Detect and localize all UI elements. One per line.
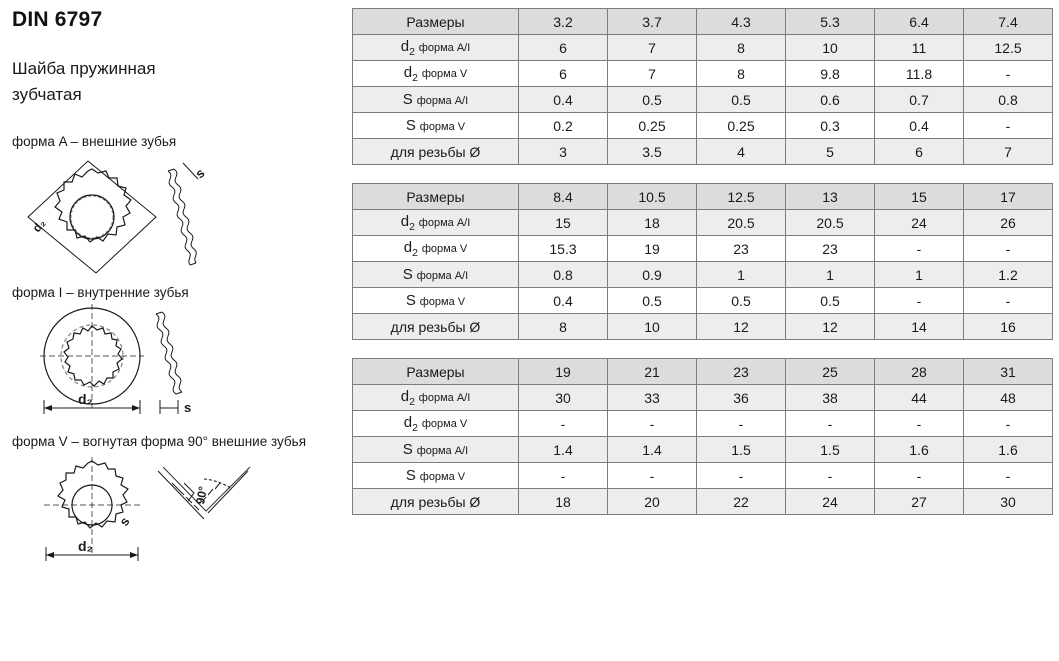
figure-form-v-block	[8, 434, 348, 589]
table-row	[353, 9, 1053, 35]
value-cell: 0.7	[875, 87, 964, 113]
table-row	[353, 61, 1053, 87]
figure-form-a-s-label: s	[192, 165, 208, 182]
figure-form-i-drawing	[8, 300, 348, 430]
value-cell: 22	[697, 489, 786, 515]
row-label-sizes: Размеры	[353, 184, 519, 210]
value-cell: 0.5	[786, 288, 875, 314]
value-cell: -	[964, 288, 1053, 314]
value-cell: 1	[786, 262, 875, 288]
value-cell: -	[964, 463, 1053, 489]
value-cell: 7	[608, 35, 697, 61]
size-cell: 13	[786, 184, 875, 210]
value-cell: 3.5	[608, 139, 697, 165]
figure-form-a-block	[8, 134, 348, 279]
value-cell: 0.5	[608, 87, 697, 113]
value-cell: 11.8	[875, 61, 964, 87]
table-row	[353, 411, 1053, 437]
row-label-thread: для резьбы Ø	[353, 314, 519, 340]
figure-form-v-s-label: s	[116, 514, 133, 529]
value-cell: 6	[519, 61, 608, 87]
table-row	[353, 236, 1053, 262]
size-cell: 10.5	[608, 184, 697, 210]
value-cell: 33	[608, 385, 697, 411]
size-cell: 7.4	[964, 9, 1053, 35]
value-cell: -	[608, 463, 697, 489]
figure-form-v-d2-label: d₂	[78, 538, 93, 554]
dimension-table-3	[352, 358, 1053, 515]
size-cell: 15	[875, 184, 964, 210]
standard-title: DIN 6797	[12, 8, 103, 31]
value-cell: 44	[875, 385, 964, 411]
value-cell: 1.5	[697, 437, 786, 463]
value-cell: 20	[608, 489, 697, 515]
value-cell: -	[964, 411, 1053, 437]
value-cell: 8	[697, 61, 786, 87]
row-label-s-v: S форма V	[353, 288, 519, 314]
value-cell: -	[519, 463, 608, 489]
value-cell: -	[697, 411, 786, 437]
value-cell: -	[519, 411, 608, 437]
size-cell: 3.2	[519, 9, 608, 35]
value-cell: 0.5	[608, 288, 697, 314]
value-cell: 0.9	[608, 262, 697, 288]
value-cell: 4	[697, 139, 786, 165]
value-cell: 8	[519, 314, 608, 340]
value-cell: 30	[519, 385, 608, 411]
size-cell: 4.3	[697, 9, 786, 35]
value-cell: -	[608, 411, 697, 437]
row-label-d2-v: $d_2$ форма V	[353, 236, 519, 262]
value-cell: 23	[786, 236, 875, 262]
row-label-thread: для резьбы Ø	[353, 489, 519, 515]
value-cell: -	[786, 411, 875, 437]
dimension-tables	[352, 8, 1052, 533]
value-cell: 6	[519, 35, 608, 61]
table-row	[353, 359, 1053, 385]
table-row	[353, 463, 1053, 489]
value-cell: -	[875, 288, 964, 314]
value-cell: 0.2	[519, 113, 608, 139]
figure-form-v-angle-label: 90°	[193, 485, 211, 506]
value-cell: -	[964, 113, 1053, 139]
row-label-d2-v: $d_2$ форма V	[353, 411, 519, 437]
table-row	[353, 314, 1053, 340]
figure-form-v-caption: форма V – вогнутая форма 90° внешние зубья	[12, 434, 307, 449]
product-title	[12, 56, 348, 108]
row-label-s-ai: S форма A/I	[353, 87, 519, 113]
value-cell: 0.6	[786, 87, 875, 113]
table-row	[353, 210, 1053, 236]
value-cell: 6	[875, 139, 964, 165]
value-cell: -	[964, 61, 1053, 87]
size-cell: 21	[608, 359, 697, 385]
value-cell: -	[786, 463, 875, 489]
value-cell: 0.4	[875, 113, 964, 139]
value-cell: 24	[875, 210, 964, 236]
value-cell: 1.6	[875, 437, 964, 463]
value-cell: 0.25	[697, 113, 786, 139]
value-cell: 38	[786, 385, 875, 411]
svg-text:d₂: d₂	[29, 216, 49, 235]
value-cell: 14	[875, 314, 964, 340]
value-cell: 0.5	[697, 288, 786, 314]
row-label-d2-v: $d_2$ форма V	[353, 61, 519, 87]
dimension-table-2	[352, 183, 1053, 340]
table-row	[353, 288, 1053, 314]
value-cell: 20.5	[786, 210, 875, 236]
value-cell: 1.6	[964, 437, 1053, 463]
value-cell: 1.5	[786, 437, 875, 463]
value-cell: 1.2	[964, 262, 1053, 288]
value-cell: 15.3	[519, 236, 608, 262]
size-cell: 25	[786, 359, 875, 385]
value-cell: -	[875, 463, 964, 489]
value-cell: 0.5	[697, 87, 786, 113]
value-cell: 23	[697, 236, 786, 262]
value-cell: 0.4	[519, 87, 608, 113]
value-cell: 9.8	[786, 61, 875, 87]
figure-form-a-drawing	[8, 149, 348, 279]
value-cell: 0.3	[786, 113, 875, 139]
size-cell: 6.4	[875, 9, 964, 35]
table-row	[353, 139, 1053, 165]
table-row	[353, 385, 1053, 411]
value-cell: 27	[875, 489, 964, 515]
value-cell: 10	[608, 314, 697, 340]
table-row	[353, 437, 1053, 463]
value-cell: 19	[608, 236, 697, 262]
value-cell: 7	[964, 139, 1053, 165]
figure-form-v-drawing	[8, 449, 348, 589]
value-cell: 20.5	[697, 210, 786, 236]
figure-form-a-caption: форма A – внешние зубья	[12, 134, 177, 149]
figure-form-i-block	[8, 285, 348, 430]
size-cell: 28	[875, 359, 964, 385]
value-cell: 48	[964, 385, 1053, 411]
value-cell: 1	[697, 262, 786, 288]
value-cell: 12.5	[964, 35, 1053, 61]
row-label-s-ai: S форма A/I	[353, 437, 519, 463]
value-cell: 7	[608, 61, 697, 87]
table-row	[353, 489, 1053, 515]
value-cell: 12	[697, 314, 786, 340]
figure-form-i-caption: форма I – внутренние зубья	[12, 285, 189, 300]
value-cell: 12	[786, 314, 875, 340]
dimension-table-1	[352, 8, 1053, 165]
value-cell: 10	[786, 35, 875, 61]
value-cell: 5	[786, 139, 875, 165]
row-label-d2-ai: $d_2$ форма A/I	[353, 385, 519, 411]
value-cell: -	[875, 236, 964, 262]
value-cell: -	[697, 463, 786, 489]
left-column	[8, 0, 348, 661]
row-label-sizes: Размеры	[353, 359, 519, 385]
value-cell: 0.8	[964, 87, 1053, 113]
value-cell: -	[964, 236, 1053, 262]
row-label-sizes: Размеры	[353, 9, 519, 35]
size-cell: 12.5	[697, 184, 786, 210]
value-cell: 18	[519, 489, 608, 515]
product-title-line2: зубчатая	[12, 85, 82, 104]
size-cell: 17	[964, 184, 1053, 210]
figure-form-i-d2-label: d₂	[78, 391, 93, 407]
row-label-s-ai: S форма A/I	[353, 262, 519, 288]
value-cell: 30	[964, 489, 1053, 515]
table-row	[353, 262, 1053, 288]
row-label-thread: для резьбы Ø	[353, 139, 519, 165]
table-row	[353, 87, 1053, 113]
size-cell: 5.3	[786, 9, 875, 35]
size-cell: 8.4	[519, 184, 608, 210]
value-cell: 0.8	[519, 262, 608, 288]
value-cell: 0.4	[519, 288, 608, 314]
table-row	[353, 113, 1053, 139]
value-cell: 24	[786, 489, 875, 515]
value-cell: 26	[964, 210, 1053, 236]
value-cell: 18	[608, 210, 697, 236]
value-cell: 15	[519, 210, 608, 236]
row-label-d2-ai: $d_2$ форма A/I	[353, 210, 519, 236]
table-row	[353, 35, 1053, 61]
value-cell: 1.4	[519, 437, 608, 463]
table-row	[353, 184, 1053, 210]
value-cell: 1	[875, 262, 964, 288]
size-cell: 31	[964, 359, 1053, 385]
size-cell: 3.7	[608, 9, 697, 35]
size-cell: 23	[697, 359, 786, 385]
row-label-s-v: S форма V	[353, 113, 519, 139]
value-cell: 0.25	[608, 113, 697, 139]
row-label-d2-ai: $d_2$ форма A/I	[353, 35, 519, 61]
value-cell: 36	[697, 385, 786, 411]
value-cell: 11	[875, 35, 964, 61]
value-cell: 1.4	[608, 437, 697, 463]
row-label-s-v: S форма V	[353, 463, 519, 489]
figure-form-i-s-label: s	[184, 400, 192, 415]
size-cell: 19	[519, 359, 608, 385]
value-cell: -	[875, 411, 964, 437]
value-cell: 3	[519, 139, 608, 165]
value-cell: 8	[697, 35, 786, 61]
value-cell: 16	[964, 314, 1053, 340]
product-title-line1: Шайба пружинная	[12, 59, 156, 78]
figure-form-i-s-dimension	[160, 400, 178, 414]
